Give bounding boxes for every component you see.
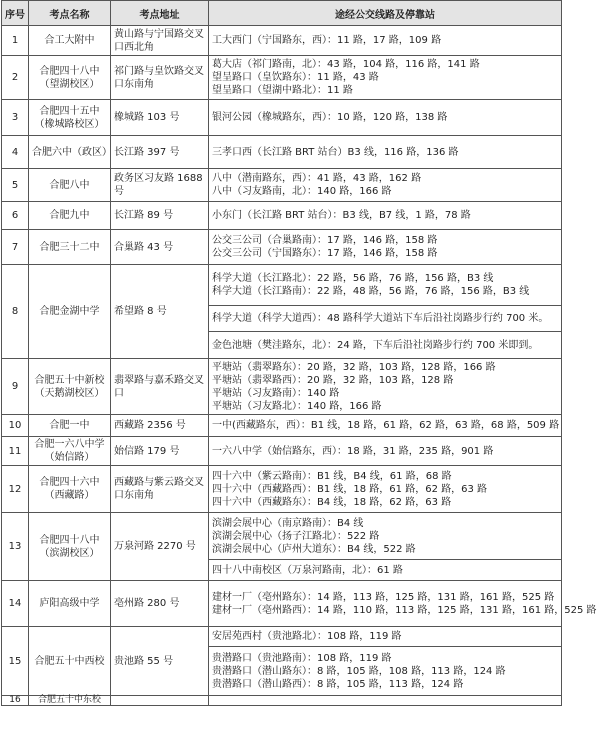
bus-route-table <box>1 0 597 706</box>
school-name <box>29 169 111 202</box>
school-address-text: 西藏路 2356 号 <box>114 420 186 431</box>
row-number: 15 <box>2 627 29 696</box>
route-line: 四十六中（西藏路西）：B1 线，18 路，61 路，62 路，63 路 <box>212 483 488 495</box>
table-row <box>2 513 562 560</box>
route-line: 平塘站（习友路南）：140 路 <box>212 387 340 399</box>
table-row <box>2 136 562 169</box>
route-line: 建材一厂（亳州路西）：14 路，110 路，113 路，125 路，131 路，161 路，525 路 <box>212 604 597 616</box>
table-row <box>2 437 562 466</box>
school-address-text: 合巢路 43 号 <box>114 241 174 253</box>
table-row <box>2 56 562 100</box>
school-name <box>29 437 111 466</box>
route-line: 葛大店（祁门路南，北）：43 路，104 路，116 路，141 路 <box>212 59 480 70</box>
school-name <box>29 359 111 415</box>
route-cell <box>209 627 562 647</box>
row-number: 16 <box>2 696 29 706</box>
table-row <box>2 265 562 306</box>
route-cell <box>209 647 562 696</box>
school-address <box>111 100 209 136</box>
route-line: 平塘站（翡翠路西）：20 路，32 路，103 路，128 路 <box>212 374 454 386</box>
route-cell <box>209 202 562 230</box>
route-cell <box>209 136 562 169</box>
school-address <box>111 466 209 513</box>
school-address <box>111 230 209 265</box>
school-address <box>111 136 209 169</box>
route-line: 银河公园（橡城路东，西）：10 路，120 路，138 路 <box>212 112 448 123</box>
header-address: 考点地址 <box>111 1 209 26</box>
route-line: 四十六中（紫云路南）：B1 线，B4 线，61 路，68 路 <box>212 470 452 482</box>
route-line: 平塘站（翡翠路东）：20 路，32 路，103 路，128 路，166 路 <box>212 361 496 373</box>
route-line: 科学大道（长江路北）：22 路，56 路，76 路，156 路，B3 线 <box>212 273 494 284</box>
table-row <box>2 627 562 647</box>
school-name-text: 合肥四十五中（橡城路校区） <box>34 105 105 130</box>
row-number: 8 <box>2 265 29 359</box>
school-name-text: 合肥金湖中学 <box>39 306 100 317</box>
table-row <box>2 466 562 513</box>
school-address <box>111 437 209 466</box>
route-line: 八中（习友路南，北）：140 路，166 路 <box>212 186 392 197</box>
school-address-text: 长江路 397 号 <box>114 146 180 158</box>
school-address-text: 西藏路与紫云路交叉口东南角 <box>114 477 204 501</box>
table-row <box>2 26 562 56</box>
school-name-text: 合肥六中（政区） <box>32 146 112 158</box>
school-address-text: 亳州路 280 号 <box>114 598 180 609</box>
row-number: 13 <box>2 513 29 581</box>
school-name <box>29 100 111 136</box>
school-name-text: 合肥四十六中（西藏路） <box>39 477 100 501</box>
route-line: 贵潜路口（潜山路西）：8 路，105 路，113 路，124 路 <box>212 678 464 690</box>
school-address-text: 黄山路与宁国路交叉口西北角 <box>114 28 204 53</box>
route-cell <box>209 230 562 265</box>
route-line: 一六八中学（始信路东，西）：18 路，31 路，235 路，901 路 <box>212 445 494 457</box>
school-name-text: 合工大附中 <box>44 35 95 46</box>
school-address-text: 政务区习友路 1688 号 <box>114 173 203 197</box>
school-address <box>111 359 209 415</box>
school-name <box>29 230 111 265</box>
school-address-text: 贵池路 55 号 <box>114 655 174 667</box>
route-line: 公交三公司（合巢路南）：17 路，146 路，158 路 <box>212 235 438 246</box>
row-number: 10 <box>2 415 29 437</box>
school-name <box>29 265 111 359</box>
school-address <box>111 415 209 437</box>
route-cell <box>209 306 562 332</box>
table-row <box>2 230 562 265</box>
row-number: 3 <box>2 100 29 136</box>
row-number: 5 <box>2 169 29 202</box>
route-cell <box>209 415 562 437</box>
school-address <box>111 169 209 202</box>
route-cell <box>209 466 562 513</box>
row-number: 1 <box>2 26 29 56</box>
school-address-text: 长江路 89 号 <box>114 210 174 221</box>
school-address-text: 始信路 179 号 <box>114 445 180 457</box>
header-routes: 途经公交线路及停靠站 <box>209 1 562 26</box>
route-cell <box>209 560 562 581</box>
route-cell <box>209 359 562 415</box>
row-number: 14 <box>2 581 29 627</box>
table-header-row <box>2 1 562 26</box>
school-address-text: 橡城路 103 号 <box>114 112 180 123</box>
route-cell <box>209 332 562 359</box>
route-line: 小东门（长江路 BRT 站台）：B3 线，B7 线，1 路，78 路 <box>212 210 471 221</box>
route-line: 滨湖会展中心（扬子江路北）：522 路 <box>212 530 380 542</box>
school-name-text: 合肥八中 <box>49 179 90 191</box>
route-line: 四十六中（西藏路东）：B4 线，18 路，62 路，63 路 <box>212 496 452 508</box>
route-line: 望呈路口（皇饮路东）：11 路，43 路 <box>212 72 379 83</box>
school-address <box>111 627 209 696</box>
route-cell <box>209 513 562 560</box>
school-name <box>29 581 111 627</box>
school-address <box>111 202 209 230</box>
school-name-text: 庐阳高级中学 <box>39 598 100 609</box>
route-line: 滨湖会展中心（庐州大道东）：B4 线，522 路 <box>212 543 416 555</box>
row-number: 2 <box>2 56 29 100</box>
row-number: 11 <box>2 437 29 466</box>
table-row <box>2 100 562 136</box>
school-name <box>29 202 111 230</box>
route-line: 建材一厂（亳州路东）：14 路，113 路，125 路，131 路，161 路，525 路 <box>212 591 555 603</box>
route-cell <box>209 581 597 627</box>
route-line: 三孝口西（长江路 BRT 站台）B3 线，116 路，136 路 <box>212 146 459 158</box>
school-name-text: 合肥五十中西校 <box>34 655 105 667</box>
school-name-text: 合肥三十二中 <box>39 241 100 253</box>
route-line: 贵潜路口（潜山路东）：8 路，105 路，108 路，113 路，124 路 <box>212 665 506 677</box>
table-row-partial <box>2 696 562 706</box>
row-number: 6 <box>2 202 29 230</box>
route-cell <box>209 169 562 202</box>
school-address-text: 万泉河路 2270 号 <box>114 541 196 552</box>
school-name-text: 合肥九中 <box>49 210 90 221</box>
school-address <box>111 581 209 627</box>
school-address-text: 希望路 8 号 <box>114 306 167 317</box>
school-name-text: 合肥一六八中学（始信路） <box>34 439 105 463</box>
school-name <box>29 513 111 581</box>
route-line: 四十八中南校区（万泉河路南，北）：61 路 <box>212 564 403 576</box>
school-address-text: 翡翠路与嘉禾路交叉口 <box>114 374 204 399</box>
route-line: 金色池塘（樊洼路东，北）：24 路，下车后沿社岗路步行约 700 米即到。 <box>212 339 539 351</box>
row-number: 9 <box>2 359 29 415</box>
header-school: 考点名称 <box>29 1 111 26</box>
route-line: 科学大道（科学大道西）：48 路科学大道站下车后沿社岗路步行约 700 米。 <box>212 313 549 324</box>
school-address <box>111 26 209 56</box>
school-name-text: 合肥四十八中（滨湖校区） <box>39 534 100 559</box>
header-no: 序号 <box>2 1 29 26</box>
table-row <box>2 581 562 627</box>
school-name-text: 合肥四十八中（望湖校区） <box>39 65 100 90</box>
school-name <box>29 466 111 513</box>
school-address <box>111 56 209 100</box>
route-line: 工大西门（宁国路东，西）：11 路，17 路，109 路 <box>212 35 442 46</box>
row-number: 7 <box>2 230 29 265</box>
route-line: 平塘站（习友路北）：140 路，166 路 <box>212 400 382 412</box>
school-name: 合肥五十中东校 <box>29 696 111 706</box>
school-address <box>111 265 209 359</box>
route-cell <box>209 56 562 100</box>
route-line: 一中(西藏路东，西）：B1 线，18 路，61 路，62 路，63 路，68 路，509 路 <box>212 420 560 431</box>
school-name-text: 合肥一中 <box>49 420 90 431</box>
school-name <box>29 627 111 696</box>
route-line: 八中（潜南路东，西）：41 路，43 路，162 路 <box>212 173 422 184</box>
school-name <box>29 56 111 100</box>
school-name <box>29 136 111 169</box>
school-name <box>29 415 111 437</box>
school-name-text: 合肥五十中新校（天鹅湖校区） <box>34 374 105 399</box>
route-line: 公交三公司（宁国路东）：17 路，146 路，158 路 <box>212 248 438 259</box>
route-line: 滨湖会展中心（南京路南）：B4 线 <box>212 517 364 529</box>
table-row <box>2 202 562 230</box>
route-cell <box>209 696 562 706</box>
route-cell <box>209 100 562 136</box>
route-cell <box>209 265 562 306</box>
table-row <box>2 415 562 437</box>
route-line: 望呈路口（望湖中路北）：11 路 <box>212 85 353 96</box>
school-address-text: 祁门路与皇饮路交叉口东南角 <box>114 65 204 90</box>
school-address <box>111 513 209 581</box>
route-line: 科学大道（长江路南）：22 路，48 路，56 路，76 路，156 路，B3 线 <box>212 286 530 297</box>
school-name <box>29 26 111 56</box>
table-row <box>2 359 562 415</box>
route-line: 贵潜路口（贵池路南）：108 路，119 路 <box>212 652 392 664</box>
route-cell <box>209 437 562 466</box>
school-address <box>111 696 209 706</box>
route-line: 安居苑西村（贵池路北）：108 路，119 路 <box>212 631 402 642</box>
row-number: 4 <box>2 136 29 169</box>
table-row <box>2 169 562 202</box>
route-cell <box>209 26 562 56</box>
row-number: 12 <box>2 466 29 513</box>
